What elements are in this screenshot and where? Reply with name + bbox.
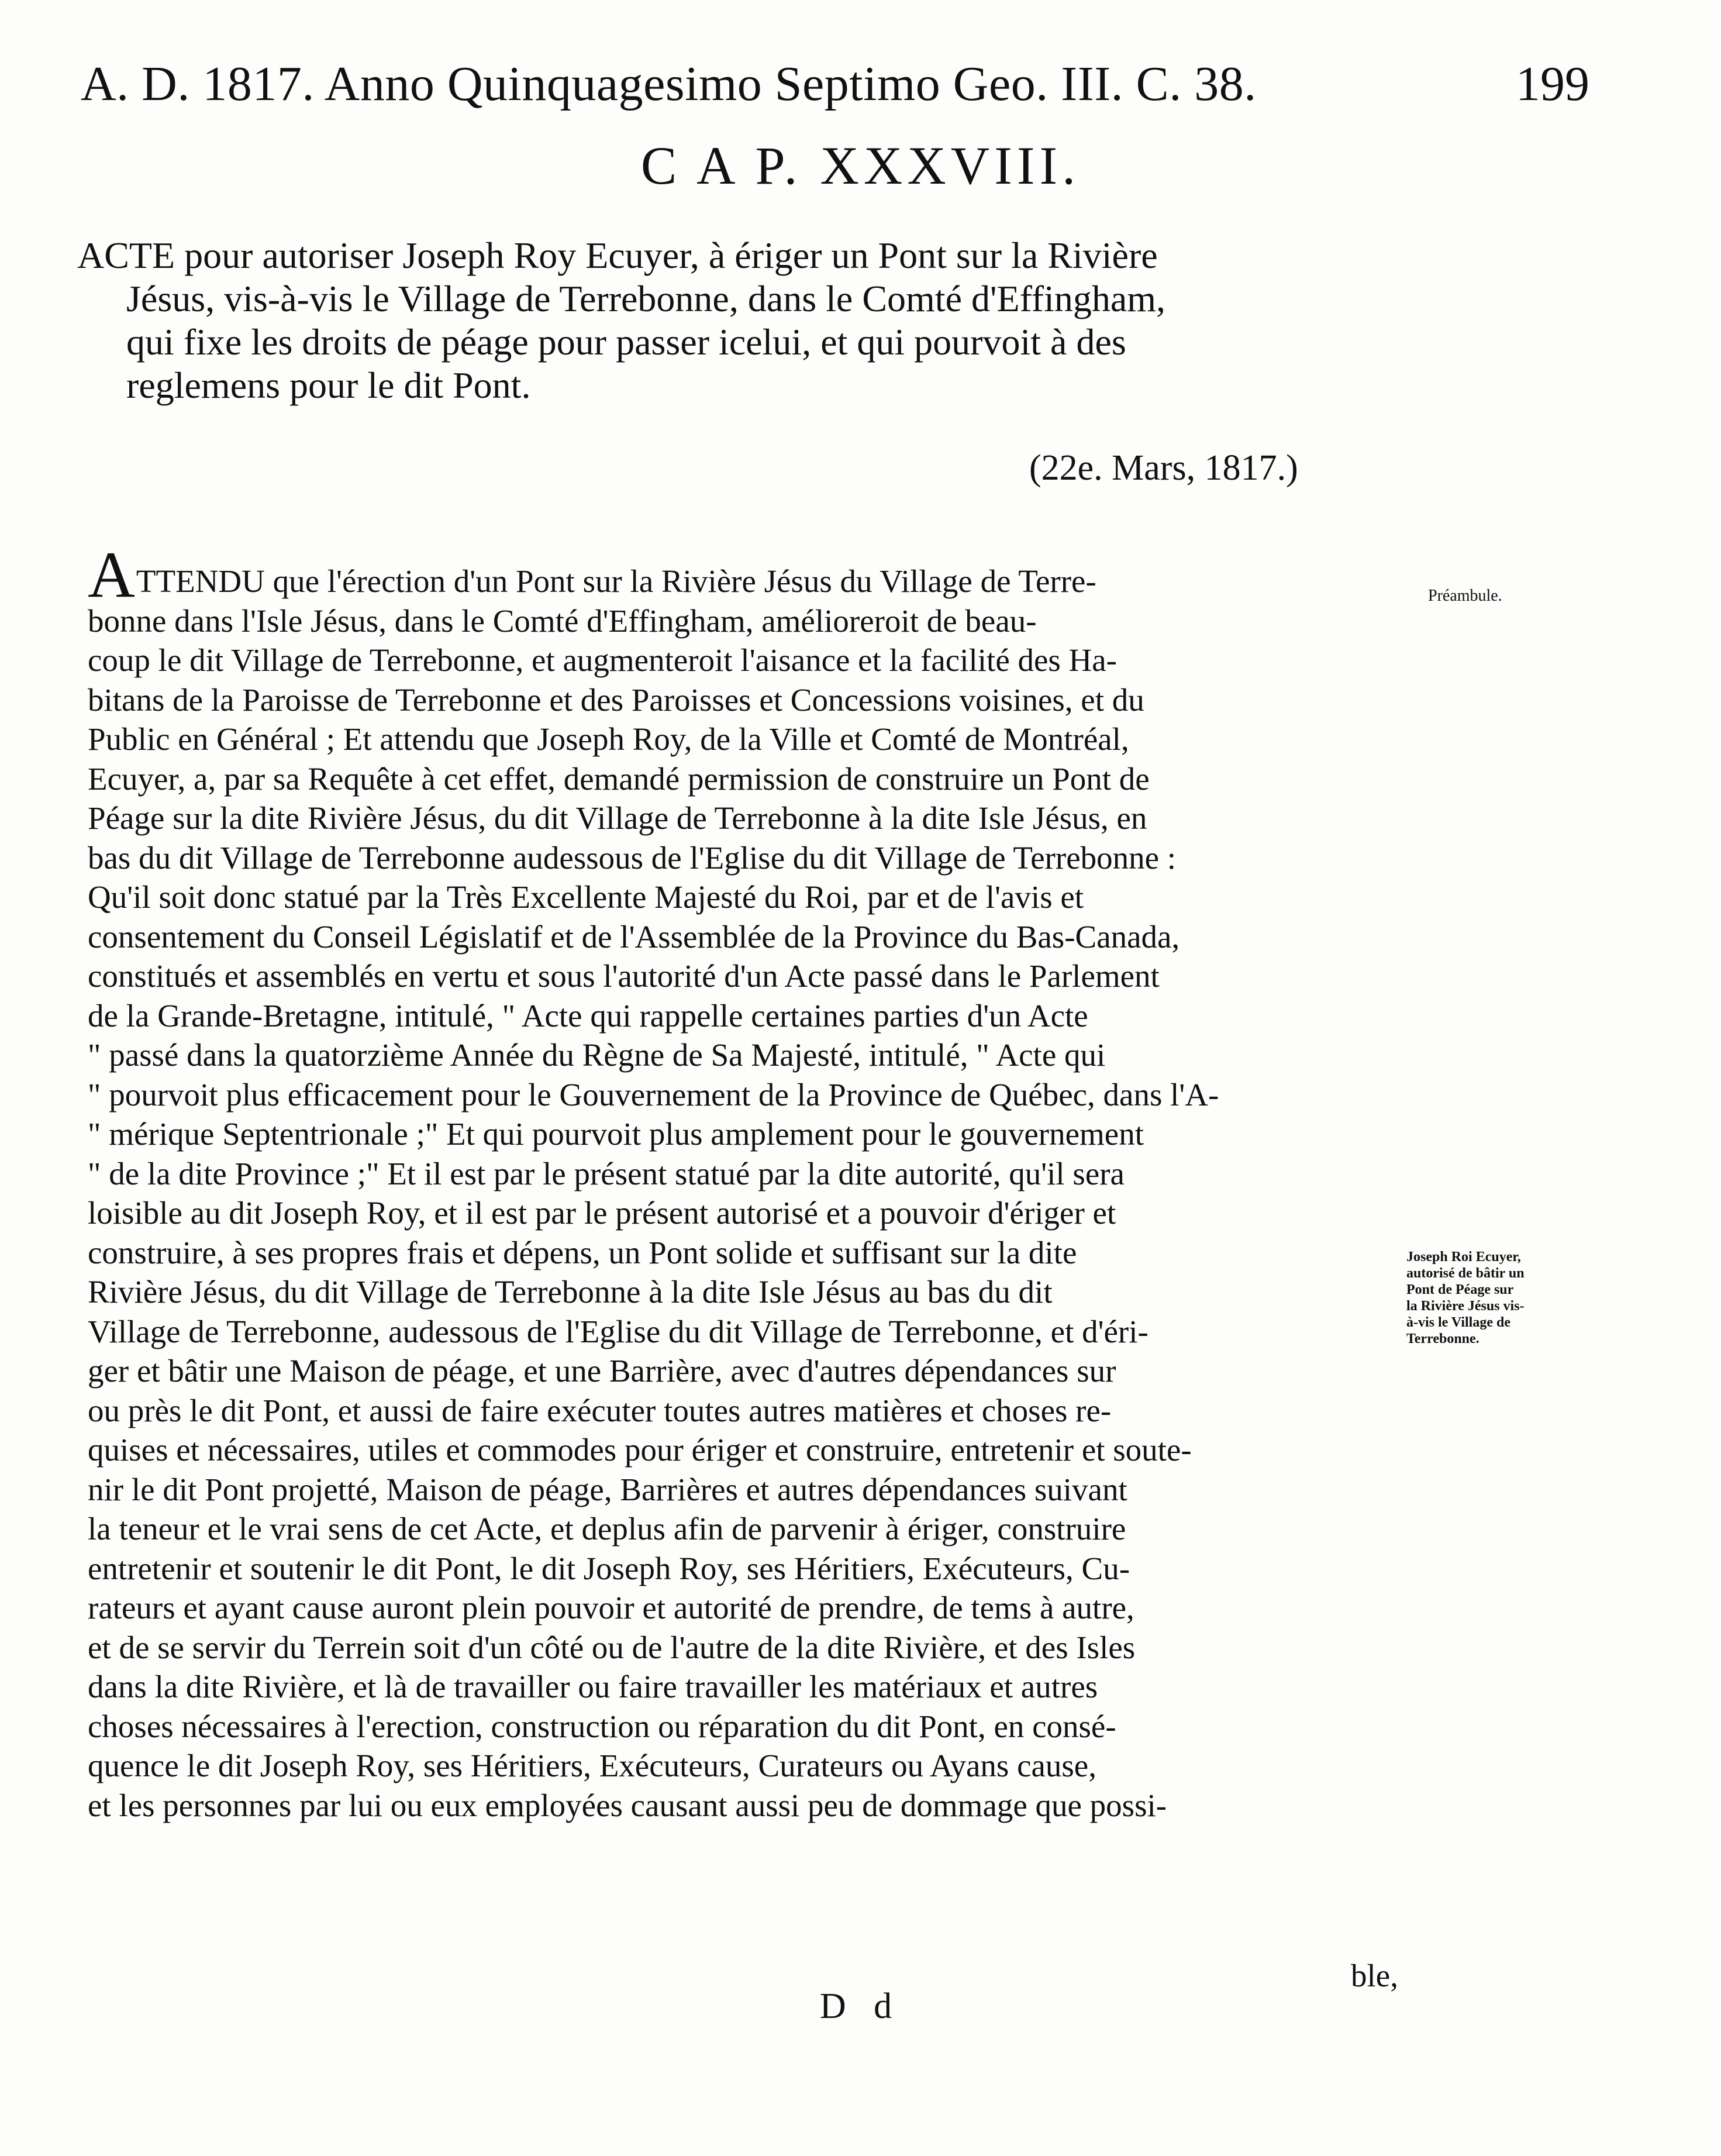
marginal-note-line: la Rivière Jésus vis- [1406,1299,1525,1314]
body-line: quence le dit Joseph Roy, ses Héritiers, Exécuteurs, Curateurs ou Ayans cause, [88,1748,1096,1783]
act-title-line: reglemens pour le dit Pont. [126,364,531,406]
running-head-title: A. D. 1817. Anno Quinquagesimo Septimo Geo. III. C. 38. [81,57,1257,111]
body-line: constitués et assemblés en vertu et sous l'autorité d'un Acte passé dans le Parlement [88,958,1160,994]
marginal-note-line: Terrebonne. [1406,1331,1479,1346]
body-line: " mérique Septentrionale ;" Et qui pourvoit plus amplement pour le gouvernement [88,1116,1144,1152]
running-head [81,56,1589,126]
body-line: bonne dans l'Isle Jésus, dans le Comté d'Effingham, amélioreroit de beau- [88,602,1037,639]
body-line: Ecuyer, a, par sa Requête à cet effet, demandé permission de construire un Pont de [88,760,1150,797]
body-line-first-rest: TTENDU que l'érection d'un Pont sur la Rivière Jésus du Village de Terre- [136,563,1096,599]
act-title-line: ACTE pour autoriser Joseph Roy Ecuyer, à ériger un Pont sur la Rivière [77,235,1158,276]
body-line: " de la dite Province ;" Et il est par le présent statué par la dite autorité, qu'il sera [88,1155,1125,1191]
body-line-first [88,539,1386,611]
body-line: rateurs et ayant cause auront plein pouvoir et autorité de prendre, de tems à autre, [88,1590,1134,1625]
body-line: la teneur et le vrai sens de cet Acte, et deplus afin de parvenir à ériger, construire [88,1511,1126,1547]
body-line: de la Grande-Bretagne, intitulé, " Acte qui rappelle certaines parties d'un Acte [88,997,1088,1034]
signature-mark: D d [819,1986,902,2026]
body-line: consentement du Conseil Législatif et de l'Assemblée de la Province du Bas-Canada, [88,918,1180,955]
marginal-note-preamble: Préambule. [1428,587,1502,605]
marginal-note-line: autorisé de bâtir un [1406,1266,1525,1281]
body-line: Village de Terrebonne, audessous de l'Eglise du dit Village de Terrebonne, et d'éri- [88,1313,1149,1349]
body-line: Rivière Jésus, du dit Village de Terrebonne à la dite Isle Jésus au bas du dit [88,1274,1053,1310]
body-line: construire, à ses propres frais et dépens, un Pont solide et suffisant sur la dite [88,1234,1077,1270]
body-line: " pourvoit plus efficacement pour le Gouvernement de la Province de Québec, dans l'A- [88,1076,1219,1113]
marginal-note-line: Joseph Roi Ecuyer, [1406,1249,1521,1265]
body-line: bitans de la Paroisse de Terrebonne et des Paroisses et Concessions voisines, et du [88,681,1144,718]
body-line: coup le dit Village de Terrebonne, et augmenteroit l'aisance et la facilité des Ha- [88,642,1117,678]
body-text [88,539,1386,1825]
act-title [77,234,1392,407]
body-line: loisible au dit Joseph Roy, et il est par le présent autorisé et a pouvoir d'ériger et [88,1195,1116,1231]
marginal-note-line: à-vis le Village de [1406,1315,1510,1330]
body-line: choses nécessaires à l'erection, construction ou réparation du dit Pont, en consé- [88,1708,1116,1744]
body-line: et de se servir du Terrein soit d'un côté ou de l'autre de la dite Rivière, et des Isles [88,1629,1136,1665]
catchword: ble, [1351,1958,1398,1993]
body-line: Qu'il soit donc statué par la Très Excellente Majesté du Roi, par et de l'avis et [88,879,1084,915]
act-date: (22e. Mars, 1817.) [1029,448,1298,488]
marginal-note-line: Pont de Péage sur [1406,1282,1514,1297]
marginal-note-authorization [1406,1249,1594,1347]
body-line: entretenir et soutenir le dit Pont, le dit Joseph Roy, ses Héritiers, Exécuteurs, Cu- [88,1550,1130,1586]
body-line: quises et nécessaires, utiles et commodes pour ériger et construire, entretenir et soute- [88,1432,1192,1468]
body-line: ou près le dit Pont, et aussi de faire exécuter toutes autres matières et choses re- [88,1392,1112,1428]
body-line: Public en Général ; Et attendu que Joseph Roy, de la Ville et Comté de Montréal, [88,721,1129,757]
page-number: 199 [1516,57,1589,111]
body-line: ger et bâtir une Maison de péage, et une Barrière, avec d'autres dépendances sur [88,1353,1116,1389]
body-line: Péage sur la dite Rivière Jésus, du dit Village de Terrebonne à la dite Isle Jésus, en [88,800,1147,836]
drop-cap: A [88,539,135,611]
body-line: nir le dit Pont projetté, Maison de péage, Barrières et autres dépendances suivant [88,1471,1127,1507]
act-title-line: qui fixe les droits de péage pour passer icelui, et qui pourvoit à des [126,321,1126,363]
body-line: dans la dite Rivière, et là de travailler ou faire travailler les matériaux et autres [88,1669,1098,1704]
act-title-line: Jésus, vis-à-vis le Village de Terrebonne, dans le Comté d'Effingham, [126,278,1166,319]
body-line: bas du dit Village de Terrebonne audessous de l'Eglise du dit Village de Terrebonne : [88,839,1177,876]
body-line: " passé dans la quatorzième Année du Règne de Sa Majesté, intitulé, " Acte qui [88,1037,1106,1073]
chapter-heading: C A P. XXXVIII. [640,136,1081,195]
body-line: et les personnes par lui ou eux employées causant aussi peu de dommage que possi- [88,1787,1167,1823]
